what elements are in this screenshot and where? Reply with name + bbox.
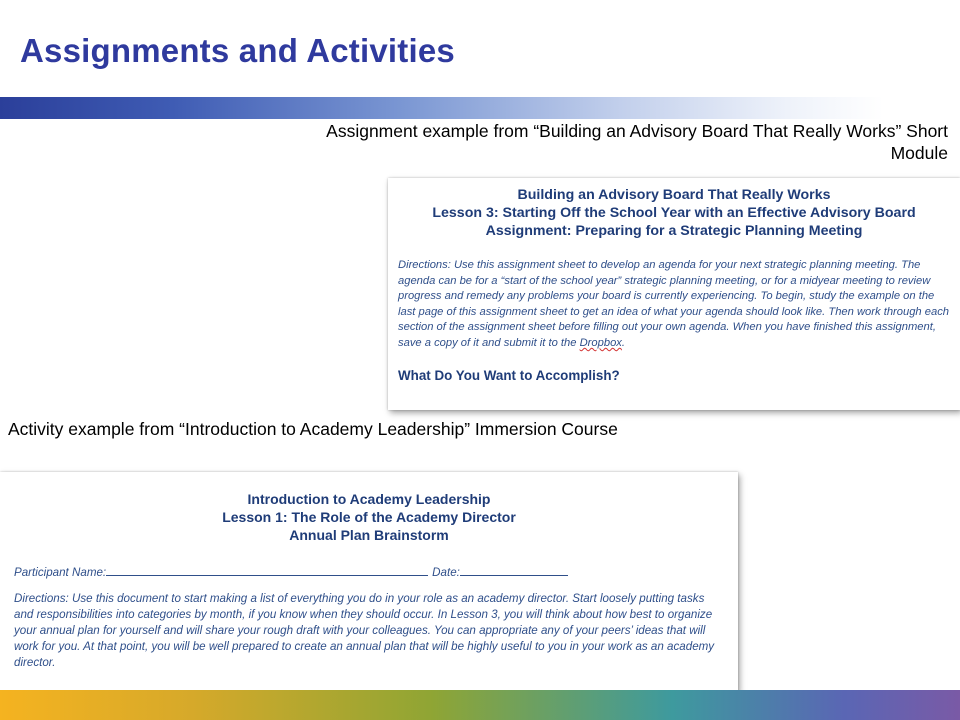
dropbox-word: Dropbox [579, 336, 622, 349]
activity-heading-course: Introduction to Academy Leadership [247, 491, 491, 507]
participant-field-row [14, 564, 724, 579]
assignment-heading-lesson: Lesson 3: Starting Off the School Year with an Effective Advisory Board [432, 205, 916, 221]
slide-title: Assignments and Activities [20, 32, 455, 69]
assignment-caption: Assignment example from “Building an Advisory Board That Really Works” Short Module [326, 121, 948, 163]
activity-document-image [0, 472, 738, 692]
assignment-directions-end: . [621, 336, 625, 349]
assignment-document-image [388, 178, 960, 410]
assignment-directions-text: Directions: Use this assignment sheet to develop an agenda for your next strategic planning meeting. The agenda can be for a “start of the school year” strategic planning meeting, or for a midyear meeting to review progress and remedy any problems your board is currently experiencing. To begin, study the example on the last page of this assignment sheet to get an idea of what your agenda should look like. Then work through each section of the assignment sheet before filling out your own agenda. When you have finished this assignment, save a copy of it and submit it to the [398, 259, 950, 349]
activity-caption: Activity example from “Introduction to Academy Leadership” Immersion Course [8, 419, 618, 439]
date-label: Date: [432, 566, 460, 579]
assignment-heading-title: Assignment: Preparing for a Strategic Planning Meeting [485, 223, 863, 239]
participant-name-line [106, 564, 428, 576]
activity-heading-title: Annual Plan Brainstorm [289, 527, 449, 543]
activity-directions: Directions: Use this document to start making a list of everything you do in your role as an academy director. Start loosely putting tasks and responsibilities into categories by month, if you know when they should occur. In Lesson 3, you will think about how best to organize your annual plan for yourself and will share your rough draft with your colleagues. You can appropriate any of your peers’ ideas that will work for you. At that point, you will be well prepared to create an annual plan that will be highly useful to you in your work as an academy director. [14, 592, 715, 669]
participant-name-label: Participant Name: [14, 566, 107, 579]
assignment-directions [398, 258, 950, 352]
assignment-subheading: What Do You Want to Accomplish? [398, 367, 620, 383]
activity-heading-lesson: Lesson 1: The Role of the Academy Director [222, 509, 516, 525]
date-line [460, 564, 568, 576]
assignment-heading-course: Building an Advisory Board That Really Works [517, 187, 831, 203]
footer-gradient-bar [0, 690, 960, 720]
title-gradient-bar [0, 97, 960, 119]
